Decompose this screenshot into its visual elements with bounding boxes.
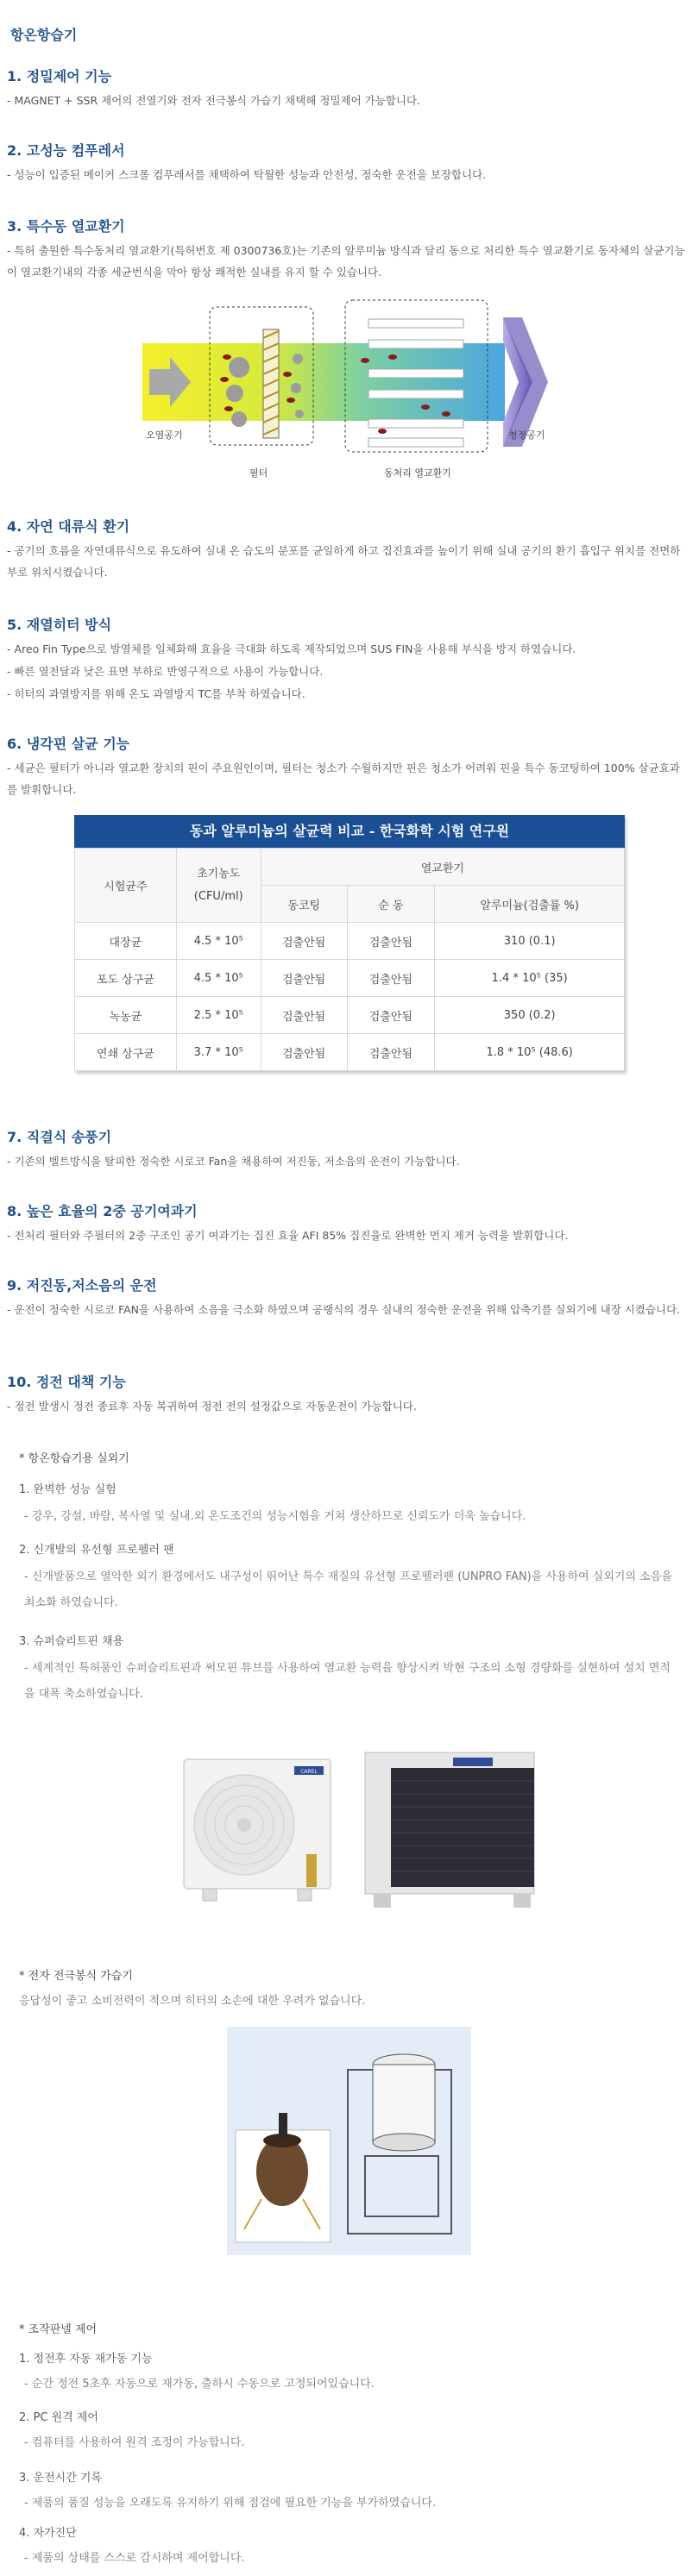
section-heading-9: 9. 저진동,저소음의 운전: [7, 1277, 157, 1294]
control-heading: * 조작판넬 제어: [19, 2323, 98, 2336]
outdoor-unit-image: [177, 1733, 539, 1915]
cell: 검출안됨: [347, 997, 435, 1034]
section-heading-7: 7. 직결식 송풍기: [7, 1129, 112, 1145]
cell: 검출안됨: [261, 960, 347, 997]
outdoor-heading: * 항온항습기용 실외기: [19, 1452, 129, 1465]
header-group: 열교환기: [261, 849, 624, 886]
heat-exchanger-diagram: [142, 293, 557, 492]
cell: 2.5 * 10⁵: [176, 997, 261, 1034]
cell: 녹농균: [75, 997, 177, 1034]
control-item-3-desc: - 제품의 품질 성능을 오래도록 유지하기 위해 점검에 필요한 기능을 부가하였습니다.: [24, 2497, 437, 2510]
table-row: [75, 960, 625, 997]
control-item-3-title: 3. 운전시간 기록: [19, 2472, 103, 2485]
outdoor-item-2-desc: - 신개발품으로 열악한 외기 환경에서도 내구성이 뛰어난 특수 재질의 유선형 프로펠러팬 (UNPRO FAN)을 사용하여 실외기의 소음을 최소화 하였습니다.: [24, 1570, 672, 1609]
control-item-4-desc: - 제품의 상태를 스스로 감시하며 제어합니다.: [24, 2552, 245, 2565]
outdoor-item-1-title: 1. 완벽한 성능 실험: [19, 1483, 116, 1496]
table-grid: [74, 848, 625, 1071]
diagram-label-inlet: 오염공기: [146, 429, 183, 441]
section-heading-3: 3. 특수동 열교환기: [7, 218, 125, 235]
outdoor-item-3-desc: - 세계적인 특허품인 슈퍼슬리트핀과 써모핀 튜브를 사용하여 열교환 능력을 향상시켜 박현 구조의 소형 경량화를 실현하여 설치 면적을 대폭 축소하였습니다.: [24, 1662, 671, 1701]
header-initial-unit: (CFU/ml): [193, 889, 243, 903]
section-heading-4: 4. 자연 대류식 환기: [7, 518, 130, 535]
cell: 검출안됨: [261, 997, 347, 1034]
diagram-label-exchanger: 동처리 열교환기: [384, 467, 451, 479]
section-text-1: - MAGNET + SSR 제어의 전열기와 전자 전극봉식 가습기 채택해 정밀제어 가능합니다.: [7, 94, 421, 107]
cell: 3.7 * 10⁵: [176, 1034, 261, 1071]
header-initial-label: 초기농도: [197, 867, 241, 881]
section-text-10: - 정전 발생시 정전 종료후 자동 복귀하여 정전 전의 설정값으로 자동운전이 가능합니다.: [7, 1400, 417, 1413]
section-text-5-line-1: - Areo Fin Type으로 발열체를 일체화해 효율을 극대화 하도록 제작되었으며 SUS FIN을 사용해 부식을 방지 하였습니다.: [7, 642, 576, 655]
cell: 350 (0.2): [435, 997, 625, 1034]
control-item-1-title: 1. 정전후 자동 재가동 기능: [19, 2353, 153, 2366]
cell: 1.8 * 10⁵ (48.6): [435, 1034, 625, 1071]
cell: 검출안됨: [261, 923, 347, 960]
cell: 검출안됨: [261, 1034, 347, 1071]
header-initial: [176, 849, 261, 923]
section-text-5-line-2: - 빠른 열전달과 낮은 표면 부하로 반영구적으로 사용이 가능합니다.: [7, 665, 324, 678]
section-text-5-line-3: - 히터의 과열방지를 위해 온도 과열방지 TC를 부착 하였습니다.: [7, 687, 305, 700]
control-item-2-title: 2. PC 원격 제어: [19, 2411, 98, 2424]
control-item-1-desc: - 순간 정전 5초후 자동으로 재가동, 출하시 수동으로 고정되어있습니다.: [24, 2378, 375, 2391]
outdoor-item-1-desc: - 강우, 강설, 바람, 복사열 및 실내.외 온도조건의 성능시험을 거쳐 생산하므로 신뢰도가 더욱 높습니다.: [24, 1510, 526, 1523]
cell: 연쇄 상구균: [75, 1034, 177, 1071]
outdoor-item-2-title: 2. 신개발의 유선형 프로펠러 팬: [19, 1544, 174, 1557]
diagram-label-filter: 필터: [249, 467, 268, 479]
page-title: 항온항습기: [10, 27, 78, 43]
table-title: 동과 알루미늄의 살균력 비교 - 한국화학 시험 연구원: [74, 815, 625, 848]
control-item-4-title: 4. 자가진단: [19, 2527, 77, 2540]
section-heading-2: 2. 고성능 컴푸레서: [7, 142, 125, 159]
cell: 4.5 * 10⁵: [176, 923, 261, 960]
table-row: [75, 1034, 625, 1071]
cell: 1.4 * 10⁵ (35): [435, 960, 625, 997]
header-coating: 동코팅: [261, 886, 347, 923]
section-heading-10: 10. 정전 대책 기능: [7, 1374, 126, 1390]
section-text-2: - 성능이 입증된 메이커 스크롤 컴푸레서를 채택하여 탁월한 성능과 안전성, 정숙한 운전을 보장합니다.: [7, 168, 487, 181]
table-row: [75, 997, 625, 1034]
humidifier-desc: 응답성이 좋고 소비전력이 적으며 히터의 소손에 대한 우려가 없습니다.: [19, 1995, 366, 2008]
diagram-label-outlet: 청정공기: [508, 429, 545, 441]
humidifier-image: [227, 2027, 471, 2255]
header-species: 시험균주: [75, 849, 177, 923]
section-heading-1: 1. 정밀제어 기능: [7, 68, 112, 85]
cell: 검출안됨: [347, 1034, 435, 1071]
section-text-9: - 운전이 정숙한 시로코 FAN을 사용하여 소음을 극소화 하였으며 공랭식의 경우 실내의 정숙한 운전을 위해 압축기를 실외기에 내장 시켰습니다.: [7, 1303, 681, 1316]
outdoor-item-3-title: 3. 슈퍼슬리트핀 채용: [19, 1635, 124, 1648]
section-text-7: - 기존의 벨트방식을 탈피한 정숙한 시로코 Fan을 채용하여 저진동, 저소음의 운전이 가능합니다.: [7, 1155, 460, 1168]
cell: 검출안됨: [347, 960, 435, 997]
airflow-band: [142, 343, 505, 421]
header-pure: 순 동: [347, 886, 435, 923]
section-text-8: - 전처리 필터와 주필터의 2중 구조인 공기 여과기는 집진 효율 AFI 85% 집진율로 완벽한 먼지 제거 능력을 발휘합니다.: [7, 1229, 569, 1242]
cell: 310 (0.1): [435, 923, 625, 960]
cell: 포도 상구균: [75, 960, 177, 997]
table-row: [75, 923, 625, 960]
cell: 검출안됨: [347, 923, 435, 960]
section-heading-8: 8. 높은 효율의 2중 공기여과기: [7, 1203, 198, 1219]
section-text-3: - 특허 출원한 특수동처리 열교환기(특허번호 제 0300736호)는 기존의 알루미늄 방식과 달리 동으로 처리한 특수 열교환기로 동자체의 살균기능이 열교환기내의 각종 세균번식을 막아 항상 쾌적한 실내를 유지 할 수 있습니다.: [7, 244, 685, 279]
brand-text: CAREL: [300, 1769, 318, 1775]
cell: 대장균: [75, 923, 177, 960]
control-item-2-desc: - 컴퓨터를 사용하여 원격 조정이 가능합니다.: [24, 2436, 245, 2449]
section-heading-6: 6. 냉각핀 살균 기능: [7, 736, 130, 752]
section-text-4: - 공기의 흐름을 자연대류식으로 유도하여 실내 온 습도의 분포를 균일하게 하고 집진효과를 높이기 위해 실내 공기의 환기 흡입구 위치를 전면하부로 위치시켰습니다.: [7, 544, 681, 579]
cell: 4.5 * 10⁵: [176, 960, 261, 997]
section-heading-5: 5. 재열히터 방식: [7, 617, 112, 633]
sterilization-table: [74, 815, 625, 1071]
humidifier-heading: * 전자 전극봉식 가습기: [19, 1970, 133, 1983]
header-alu: 알루미늄(검출률 %): [435, 886, 625, 923]
section-text-6: - 세균은 필터가 아니라 열교환 장치의 핀이 주요원인이며, 필터는 청소가 수월하지만 핀은 청소가 어려워 핀을 특수 동코팅하여 100% 살균효과를 발휘합니다.: [7, 762, 680, 796]
